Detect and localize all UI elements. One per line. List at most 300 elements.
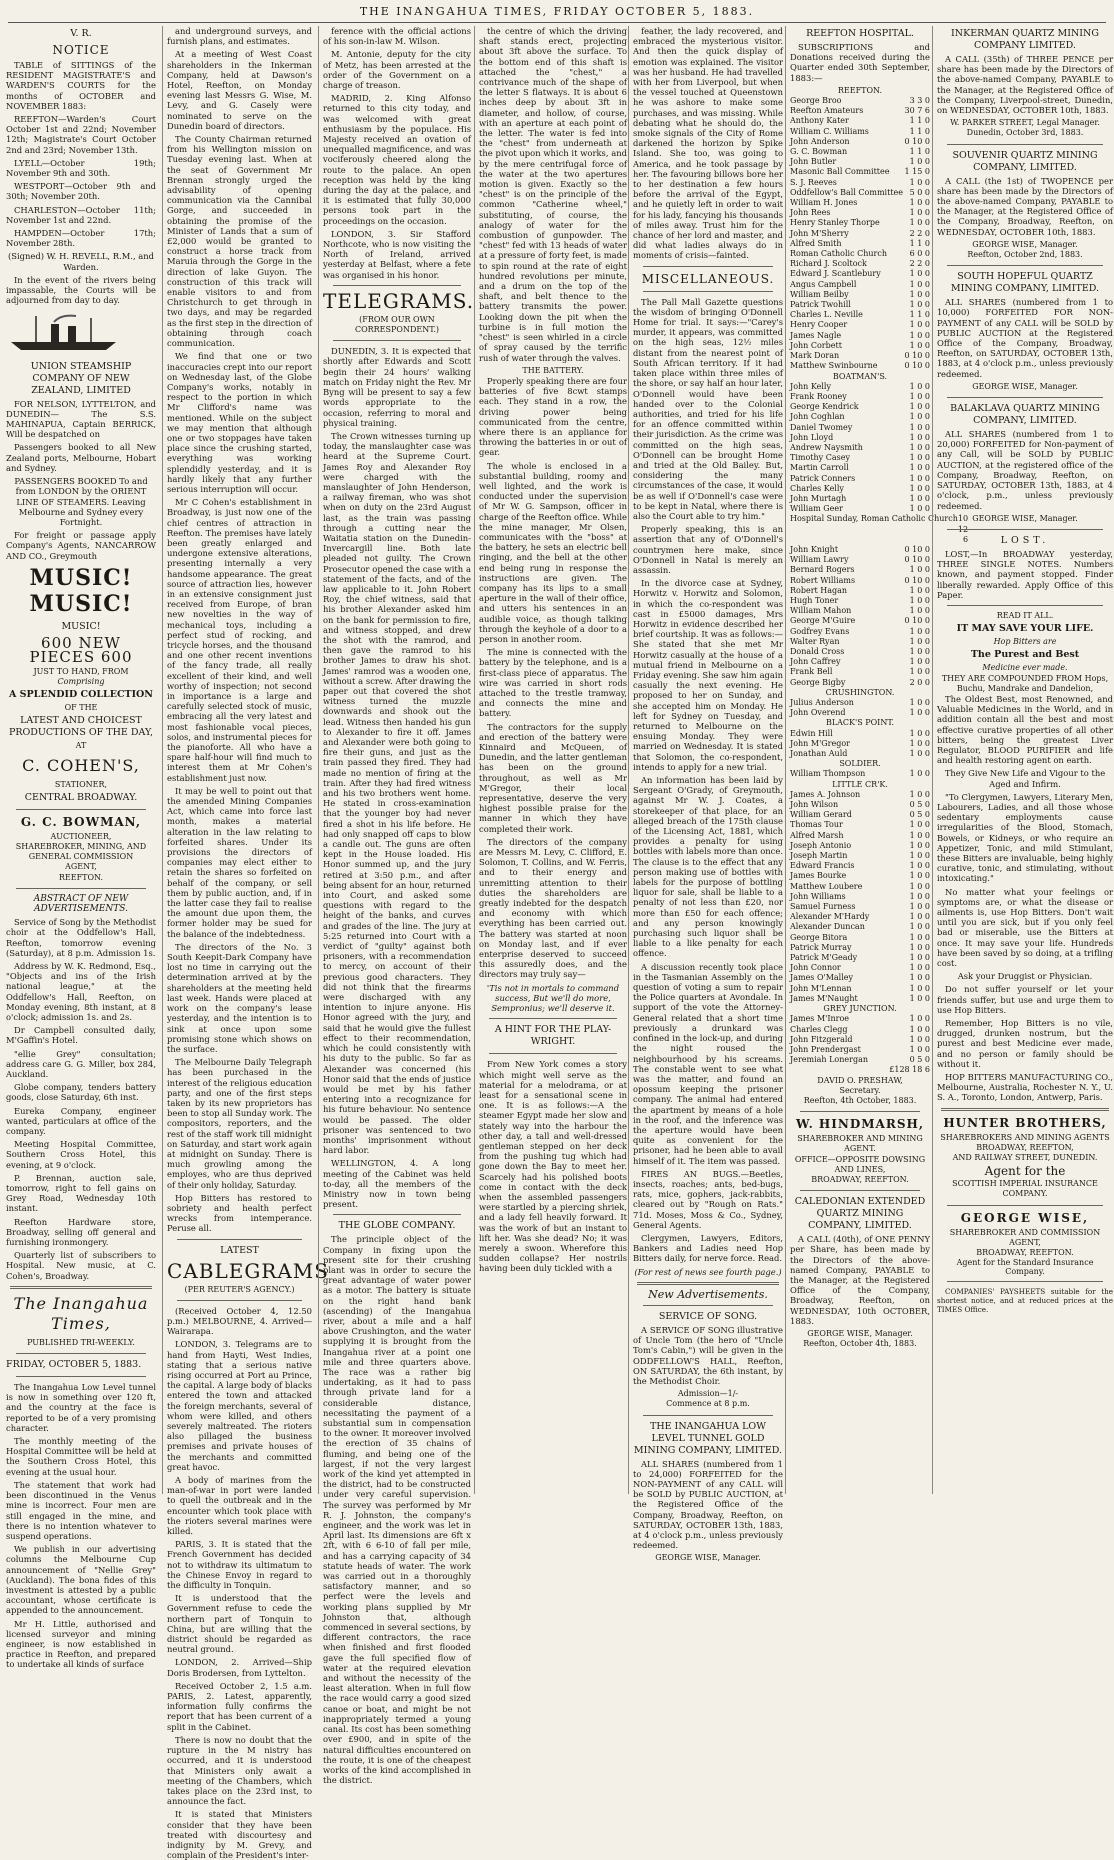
- subscriber-row: [790, 239, 930, 249]
- subscriber-row: [790, 504, 930, 514]
- subscriber-row: [790, 208, 930, 218]
- misc-para: Clergymen, Lawyers, Editors, Bankers and Ladies need Hop Bitters daily, for nerve force. Read.: [633, 1232, 783, 1264]
- hop-para: The Oldest Best, most Renowned, and Valuable Medicines in the World, and in addition contain all the best and most effective curative properties of all other bitters, being the greatest Liver Regulator, BLOOD PURIFIER and life and health restoring agent on earth.: [937, 693, 1113, 766]
- subscriber-amount: 1 0 0: [909, 453, 930, 463]
- george-wise-name: GEORGE WISE,: [960, 1210, 1090, 1225]
- globe-para: The whole is enclosed in a substantial building, roomy and well lighted, and the work is conducted under the supervision of Mr W. G. Sampson, officer in charge of the Reefton office. While the mine manager, Mr Olsen, communicates with the "boss" at the battery, he sets an electric bell ringing, and the bell at the other end being rung in response the instructions are given. The company has its lips to a small aperture in the wall of their office, and utters his sentences in an audible voice, as though talking through the keyhole of a door to a person in another room.: [479, 460, 627, 644]
- divider: [947, 1205, 1103, 1206]
- subscriber-name: John Williams: [790, 891, 846, 901]
- hop-para: HOP BITTERS MANUFACTURING CO., Melbourne, Australia, Rochester N. Y., U. S. A., Toronto, London, Antwerp, Paris.: [937, 1072, 1113, 1103]
- subscriber-amount: 1 0 0: [909, 493, 930, 503]
- subscriber-amount: 1 0 0: [909, 1014, 930, 1024]
- subscriber-row: [790, 861, 930, 871]
- subscriber-amount: 1 0 0: [909, 973, 930, 983]
- divider: [489, 1053, 617, 1054]
- subscriber-row: [790, 943, 930, 953]
- abstract-item: Reefton Hardware store, Broadway, selling off general and furnishing ironmongery.: [6, 1216, 156, 1248]
- subscriber-name: Roman Catholic Church: [790, 249, 887, 259]
- subscriber-amount: 30 7 6: [904, 106, 930, 116]
- subscriber-amount: 1 0 0: [909, 606, 930, 616]
- subscriber-amount: 1 0 0: [909, 300, 930, 310]
- song-text: A SERVICE OF SONG illustrative of Uncle Tom (the hero of "Uncle Tom's Cabin,") will be given in the ODDFELLOW'S HALL, Reefton, ON SATURDAY, the 6th instant, by the Methodist Choir.: [633, 1324, 783, 1386]
- globe-quote: 'Tis not in mortals to command success, But we'll do more, Sempronius; we'll deserve it.: [486, 982, 620, 1014]
- subscriber-amount: 1 0 0: [909, 749, 930, 759]
- subscriber-amount: 1 0 0: [909, 902, 930, 912]
- subscriber-amount: 1 0 0: [909, 626, 930, 636]
- subscriber-name: Timothy Casey: [790, 453, 850, 463]
- subscriber-name: Alfred Marsh: [790, 830, 844, 840]
- subscriber-row: [790, 616, 930, 626]
- subscriber-name: John Murtagh: [790, 493, 847, 503]
- miscellaneous-heading: MISCELLANEOUS.: [641, 271, 775, 286]
- subscriber-amount: 1 0 0: [909, 942, 930, 952]
- bowman-line: GENERAL COMMISSION: [28, 852, 134, 862]
- subscriber-amount: 1 0 0: [909, 391, 930, 401]
- south-hopeful-signature: GEORGE WISE, Manager.: [972, 381, 1078, 391]
- divider: [177, 1300, 302, 1301]
- subscriber-amount: 0 10 0: [904, 361, 930, 371]
- passengers-booked: PASSENGERS BOOKED To and from LONDON by the ORIENT LINE OF STEAMERS. Leaving Melbourne and Sydney every Fortnight.: [14, 476, 148, 527]
- souvenir-heading: SOUVENIR QUARTZ MINING COMPANY, LIMITED.: [952, 149, 1098, 173]
- union-steamship-heading: UNION STEAMSHIP COMPANY OF NEW ZEALAND, LIMITED: [30, 360, 132, 396]
- subscriber-name: Hugh Toner: [790, 595, 839, 605]
- subscriber-row: [790, 259, 930, 269]
- subscriber-name: George Broo: [790, 96, 842, 106]
- news-para: It may be well to point out that the amended Mining Companies Act, which came into force last month, makes a material alteration in the law relating to forfeited shares. Under its provisions the directors of companies may elect either to retain the shares so forfeited on behalf of the company, or sell them by public auction, and, if in the latter case they fail to realise the amount due upon them, the former holder may be sued for the balance of the indebtedness.: [167, 785, 312, 939]
- section-soldier: SOLDIER.: [839, 759, 881, 769]
- new-ads-heading: New Advertisements.: [648, 1287, 768, 1301]
- preshaw-title: Secretary.: [839, 1085, 881, 1095]
- subscriber-amount: 1 0 0: [909, 881, 930, 891]
- subscriber-name: James A. Johnson: [790, 789, 861, 799]
- subscriber-row: [790, 453, 930, 463]
- subscriber-row: [790, 341, 930, 351]
- divider: [947, 529, 1103, 530]
- subscriber-row: [790, 769, 930, 779]
- section-crushington: CRUSHINGTON.: [825, 687, 895, 697]
- subscriber-name: Daniel Twomey: [790, 422, 853, 432]
- subscriber-name: George Bigby: [790, 677, 846, 687]
- subscriber-amount: 1 0 0: [909, 636, 930, 646]
- subscriber-amount: 1 0 0: [909, 177, 930, 187]
- misc-para: In the divorce case at Sydney, Horwitz v. Horwitz and Solomon, in which the co-respondent was cast in £5000 damages, Mrs Horwitz in evidence described her brief courtship. It was as follows:—She stated that she met Mr Horwitz casually at the house of a mutual friend in Melbourne on a Friday evening. She saw him again casually the next evening. He proposed to her on Sunday, and she accepted him on Monday. He left for Sydney on Tuesday, and returned to Melbourne on the ensuing Monday. They were married on Wednesday. It is stated that Solomon, the co-respondent, intends to apply for a new trial.: [633, 578, 783, 772]
- cohen-address: CENTRAL BROADWAY.: [24, 791, 138, 803]
- subscriber-name: Andrew Naysmith: [790, 442, 863, 452]
- subscriber-row: [790, 218, 930, 228]
- cable-item: Received October 2, 1.5 a.m. PARIS, 2. Latest, apparently, information fully confirms the report that has been current of a split in the Cabinet.: [167, 1680, 312, 1732]
- subscriber-row: [790, 973, 930, 983]
- bowman-line: AGENT,: [65, 862, 97, 872]
- subscriber-amount: 3 3 0: [909, 96, 930, 106]
- subscriber-name: William C. Williams: [790, 126, 869, 136]
- sitting-reefton: REEFTON—Warden's Court October 1st and 22nd; November 12th; Magistrate's Court October 2nd and 23rd; November 13th.: [6, 114, 156, 155]
- subscriber-row: [790, 1045, 930, 1055]
- masthead: THE INANGAHUA TIMES, FRIDAY OCTOBER 5, 1883.: [359, 5, 755, 18]
- subscriber-amount: 1 1 0: [909, 147, 930, 157]
- subscriber-row: [790, 1055, 930, 1065]
- hindmarsh-sub: SHAREBROKER AND MINING AGENT.: [797, 1134, 923, 1154]
- subscriber-row: [790, 290, 930, 300]
- subscriber-amount: 1 0 0: [909, 932, 930, 942]
- subscriber-amount: 0 10 0: [904, 351, 930, 361]
- subscriber-name: Charles L. Neville: [790, 310, 863, 320]
- globe-para: The mine is connected with the battery by the telephone, and is a first-class piece of apparatus. The wire was carried in short rods attached to the trestle tramway, and connects the mine and battery.: [479, 647, 627, 719]
- subscriber-row: [790, 708, 930, 718]
- subscriber-name: William Beilby: [790, 289, 849, 299]
- subscriber-row: [790, 596, 930, 606]
- souvenir-signature: GEORGE WISE, Manager.: [972, 239, 1078, 249]
- caledonian-signature: GEORGE WISE, Manager.: [807, 1328, 913, 1338]
- subscriber-name: John Rees: [790, 208, 831, 218]
- caledonian-text: A CALL (40th), of ONE PENNY per Share, has been made by the Directors of the above-named Company, PAYABLE to the Manager, at the Registered Office of the Company, Broadway, Reefton, on WEDNESDAY, 10th OCTOBER, 1883.: [790, 1234, 930, 1326]
- cohen-name: C. COHEN'S,: [22, 755, 140, 775]
- subscriber-row: [790, 412, 930, 422]
- misc-para: An information has been laid by Sergeant O'Grady, of Greymouth, against Mr W. J. Coates, a storekeeper of that place, for an alleged breach of the 175th clause of the Licensing Act, 1881, which provides a penalty for using bottles with labels more than once. The clause is to the effect that any person making use of bottles with labels for the purpose of bottling liquor for sale, shall be liable to a penalty of not less than £20, nor more than £50 for each offence; and any person knowingly purchasing such liquor shall be liable to a like penalty for each offence.: [633, 775, 783, 959]
- cable-item: There is now no doubt that the rupture in the M nistry has occurred, and it is understood that Ministers only await a meeting of the Chambers, which takes place on the 23rd inst, to announce the fact.: [167, 1734, 312, 1807]
- lowlevel-signature: GEORGE WISE, Manager.: [655, 1553, 761, 1563]
- subscriber-name: William H. Jones: [790, 198, 858, 208]
- subscriber-name: Edward J. Scantlebury: [790, 269, 881, 279]
- subscriber-row: [790, 871, 930, 881]
- subscriber-name: Robert Williams: [790, 575, 856, 585]
- subscriber-row: [790, 922, 930, 932]
- subscriber-name: Frank Bell: [790, 667, 833, 677]
- bowman-line: REEFTON.: [58, 872, 104, 882]
- union-steamship-passengers: Passengers booked to all New Zealand ports, Melbourne, Hobart and Sydney.: [6, 442, 156, 473]
- sitting-charleston: CHARLESTON—October 11th; November 1st and 22nd.: [6, 204, 156, 225]
- news-para: The County Chairman returned from his Wellington mission on Tuesday evening last. When at the seat of Government Mr Brennan strongly urged the advisability of opening communication via the Cannibal Gorge, and succeeded in obtaining the promise of the Minister of Lands that a sum of £2,000 would be granted to construct a horse track from Maruia through the Gorge in the direction of lake Guyon. The construction of this track will enable visitors to and from Christchurch to get through in two days, and may be regarded as the first step in the direction of obtaining through coach communication.: [167, 134, 312, 349]
- subscriber-row: [790, 749, 930, 759]
- news-para: At a meeting of West Coast shareholders in the Inkerman Company, held at Dawson's Hotel, Reefton, on Monday evening last Messrs G. Wise, M. Levy, and G. Casely were nominated to serve on the Dunedin board of directors.: [167, 49, 312, 131]
- subscriber-row: [790, 310, 930, 320]
- subscriber-name: Godfrey Evans: [790, 626, 850, 636]
- subscriber-row: [790, 637, 930, 647]
- divider: [947, 397, 1103, 398]
- divider: [643, 1305, 773, 1306]
- subscriber-amount: 1 0 0: [909, 922, 930, 932]
- column-5: [628, 26, 783, 1563]
- latest-productions: LATEST AND CHOICEST PRODUCTIONS OF THE DAY,: [8, 715, 154, 739]
- published-tri-weekly: PUBLISHED TRI-WEEKLY.: [27, 1337, 135, 1347]
- compounded-from: THEY ARE COMPOUNDED FROM Hops, Buchu, Mandrake and Dandelion,: [941, 673, 1109, 693]
- subscriber-amount: 1 0 0: [909, 208, 930, 218]
- subscriber-row: [790, 229, 930, 239]
- hop-para: No matter what your feelings or symptoms are, or what the disease or ailments is, use Hop Bitters. Don't wait until you are sick, but if you only feel bad or miserable, use the Bitters at once. It may save your life. Hundreds have been saved by so doing, at a trifling cost.: [937, 886, 1113, 969]
- subscriber-row: [790, 147, 930, 157]
- subscriber-amount: 1 0 0: [909, 789, 930, 799]
- subscriber-name: S. J. Reeves: [790, 177, 837, 187]
- balaklava-heading: BALAKLAVA QUARTZ MINING COMPANY, LIMITED.: [950, 403, 1100, 427]
- subscriber-amount: 1 0 0: [909, 585, 930, 595]
- subscriber-amount: 5 0 0: [909, 187, 930, 197]
- news-para: Hop Bitters has restored to sobriety and health perfect wrecks from intemperance. Peruse all.: [167, 1192, 312, 1234]
- subscriber-amount: 1 0 0: [909, 442, 930, 452]
- subscriber-amount: 1 0 0: [909, 871, 930, 881]
- subscriber-row: [790, 484, 930, 494]
- subscriber-row: [790, 320, 930, 330]
- subscriber-list-little: [790, 790, 930, 1004]
- abstract-item: Dr Campbell consulted daily, M'Gaffin's Hotel.: [6, 1025, 156, 1046]
- subscriber-amount: 1 0 0: [909, 432, 930, 442]
- subscriber-row: [790, 892, 930, 902]
- editorial-para: The monthly meeting of the Hospital Committee will be held at the Southern Cross Hotel, this evening at the usual hour.: [6, 1436, 156, 1477]
- divider: [16, 1353, 146, 1354]
- subscriber-row: [790, 361, 930, 371]
- subscriber-name: Samuel Furness: [790, 902, 856, 912]
- hop-para: Remember, Hop Bitters is no vile, drugged, drunken nostrum, but the purest and best Medicine ever made, and no person or family should be without it.: [937, 1018, 1113, 1069]
- south-hopeful-text: ALL SHARES (numbered from 1 to 10,000) FORFEITED FOR NON-PAYMENT of any CALL will be SOLD by PUBLIC AUCTION at the Registered Office of the Company, Broadway, Reefton, on SATURDAY, OCTOBER 13th, 1883, at 4 o'clock p.m., unless previously redeemed.: [937, 297, 1113, 379]
- subscriber-row: [790, 280, 930, 290]
- hunter-address: AND RAILWAY STREET, DUNEDIN.: [952, 1153, 1098, 1163]
- subscriber-amount: 1 0 0: [909, 402, 930, 412]
- subscriber-total: [790, 1065, 930, 1075]
- subscriber-row: [790, 167, 930, 177]
- subscriber-row: [790, 810, 930, 820]
- cable-item: PARIS, 3. It is stated that the French Government has decided not to withdraw its ultimatum to the Chinese Envoy in regard to the difficulty in Tonquin.: [167, 1539, 312, 1591]
- subscriber-name: Jonathan Auld: [790, 749, 848, 759]
- subscriber-amount: 1 0 0: [909, 565, 930, 575]
- subscriber-name: Oddfellow's Ball Committee: [790, 187, 903, 197]
- section-little: LITTLE CR'K.: [832, 779, 888, 789]
- purest-heading: The Purest and Best: [970, 649, 1080, 661]
- divider: [333, 285, 461, 286]
- subscriber-row: [790, 300, 930, 310]
- divider: [643, 291, 773, 292]
- abstract-item: "ellie Grey" consultation; address care G. G. Miller, box 284, Auckland.: [6, 1048, 156, 1079]
- cable-item: It is understood that the Government refuse to cede the northern part of Tonquin to China, but are willing that the district should be regarded as neutral ground.: [167, 1593, 312, 1655]
- subscriber-name: Patrick Conners: [790, 473, 856, 483]
- subscriber-row: [790, 1035, 930, 1045]
- subscriber-name: Reefton Amateurs: [790, 106, 864, 116]
- divider: [941, 1108, 1109, 1111]
- george-wise-agent: Agent for the Standard Insurance Company.: [956, 1258, 1094, 1277]
- subscriber-row: [790, 423, 930, 433]
- subscriber-row: [790, 331, 930, 341]
- subscriber-amount: 1 0 0: [909, 993, 930, 1003]
- hindmarsh-name: W. HINDMARSH,: [795, 1117, 925, 1132]
- subscriber-amount: 1 0 0: [909, 708, 930, 718]
- subscriber-name: Patrick Twohill: [790, 300, 851, 310]
- subscriber-name: John M'Sherry: [790, 228, 849, 238]
- news-para: MADRID, 2. King Alfonso returned to this city today, and was welcomed with great enthusiasm by the populace. His Majesty received an ovation of unequalled magnificence, and was vociferously cheered along the route to the palace. An open reception was held by the king during the day at the palace, and it is estimated that fully 30,000 persons took part in the proceedings on the occasion.: [323, 93, 471, 226]
- signed-line: (Signed) W. H. REVELL, R.M., and Warden.: [7, 251, 155, 272]
- subscriber-name: John Overend: [790, 708, 846, 718]
- subscriber-row: [790, 667, 930, 677]
- subscriber-name: Patrick M'Geady: [790, 953, 858, 963]
- section-grey: GREY JUNCTION.: [823, 1004, 897, 1014]
- cable-item: (Received October 4, 12.50 p.m.) MELBOURNE, 4. Arrived—Wairarapa.: [167, 1305, 312, 1337]
- subscriber-name: Walter Ryan: [790, 636, 840, 646]
- company-word: COMPANY.: [1002, 1189, 1048, 1199]
- subscriber-name: Henry Cooper: [790, 320, 848, 330]
- subscriber-name: Patrick Murray: [790, 942, 852, 952]
- news-para: The directors of the No. 3 South Keepit-Dark Company have lost no time in carrying out the determination arrived at by the shareholders at the meeting held last week. Hands were placed at work on the company's lease yesterday, and the intention is to sink at once upon some promising stone which shows on the surface.: [167, 941, 312, 1054]
- subscriber-name: Mark Doran: [790, 351, 840, 361]
- subscriber-name: Robert Hagan: [790, 585, 848, 595]
- subscriber-name: William Mahon: [790, 606, 852, 616]
- own-correspondent: (FROM OUR OWN CORRESPONDENT.): [354, 314, 440, 335]
- subscriber-amount: 1 0 0: [909, 504, 930, 514]
- subscriber-name: John Fitzgerald: [790, 1034, 853, 1044]
- subscriber-name: William Thompson: [790, 769, 866, 779]
- subscriber-amount: 1 0 0: [909, 289, 930, 299]
- sitting-westport: WESTPORT—October 9th and 30th; November 20th.: [6, 181, 156, 202]
- subscriber-list-reefton: [790, 96, 930, 371]
- cable-item: It is stated that Ministers consider that they have been treated with discourtesy and indignity by M. Grevy, and complain of the President's inter-: [167, 1809, 312, 1860]
- subscriber-row: [790, 953, 930, 963]
- globe-para: The contractors for the supply and erection of the battery were Kinnaird and McQueen, of Dunedin, and the latter gentleman has been on the ground throughout, as well as Mr M'Gregor, their local representative, deserve the very highest possible praise for the manner in which they have completed their work.: [479, 721, 627, 834]
- bowman-line: SHAREBROKER, MINING, AND: [15, 841, 147, 851]
- subscriber-name: Henry Stanley Thorpe: [790, 218, 880, 228]
- inkerman-signature: W. PARKER STREET, Legal Manager.: [950, 118, 1100, 128]
- divider: [637, 1282, 779, 1285]
- editorial-para: We publish in our advertising columns the Melbourne Cup announcement of "Nellie Grey" (Auckland). The bona fides of this investment is attested by a public accountant, whose certificate is appended to the announcement.: [6, 1544, 156, 1616]
- globe-para: The directors of the company are Messrs M. Levy, C. Clifford, E. Solomon, T. Collins, and W. Ferris, and to their energy and unremitting attention to their duties the shareholders are greatly indebted for the despatch and economy with which everything has been carried out. The battery was started at noon on Monday last, and if ever enterprise deserved to succeed this assuredly does, and the directors may truly say—: [479, 836, 627, 980]
- subscriber-name: Donald Cross: [790, 646, 845, 656]
- subscriber-name: Julius Anderson: [790, 698, 854, 707]
- subscriber-row: [790, 116, 930, 126]
- subscriber-row: [790, 392, 930, 402]
- abstract-heading: ABSTRACT OF NEW ADVERTISEMENTS.: [33, 893, 129, 914]
- subscriber-name: James Nagle: [790, 330, 842, 340]
- subscriber-row: [790, 127, 930, 137]
- misc-para: A discussion recently took place in the Tasmanian Assembly on the question of voting a sum to repair the Police quarters at Avondale. In support of the vote the Attorney-General related that a short time previously a drunkard was confined in the lock-up, and during the night roused the neighbourhood by his screams. The constable went to see what was the matter, and found an opossum keeping the prisoner company. The animal had entered the apartment by means of a hole in the roof, and the inference was the aperture would have been quite as convenient for the prisoner, had he been able to avail himself of it. The item was passed.: [633, 961, 783, 1166]
- subscriber-name: Charles Clegg: [790, 1024, 848, 1034]
- news-para: Mr C Cohen's establishment in Broadway, is just now one of the chief centres of attraction in Reefton. The premises have lately been greatly enlarged and undergone extensive alterations, presenting internally a very handsome appearance. The great source of attraction lies, however in an extensive consignment just received from Europe, of bran new novelties in the way of mechanical toys, including a perfect stud of rocking, and tricycle horses, and the thousand and one other recent inventions of the fancy trade, all really excellent of their kind, and well worthy of inspection; not second in importance is a large and carefully selected stock of music, embracing all the very latest and most fashionable vocal pieces, solos, and instrumental pieces for the pianoforte. All who have a spare half-hour will find much to interest them at Mr Cohen's establishment just now.: [167, 497, 312, 783]
- read-it-all: READ IT ALL.: [996, 610, 1054, 620]
- abstract-item: Quarterly list of subscribers to Hospital. New music, at C. Cohen's, Broadway.: [6, 1250, 156, 1281]
- subscriber-amount: 1 0 0: [909, 698, 930, 707]
- divider: [489, 1018, 617, 1019]
- subscriber-name: George Kendrick: [790, 402, 859, 412]
- subscriber-name: Martin Carroll: [790, 463, 849, 473]
- latest-heading: LATEST: [220, 1244, 259, 1256]
- divider: [947, 1281, 1103, 1282]
- comprising: Comprising: [57, 676, 105, 686]
- abstract-item: Eureka Company, engineer wanted, particulars at office of the company.: [6, 1105, 156, 1137]
- inkerman-text: A CALL (35th) of THREE PENCE per share has been made by the Directors of the above-named Company, PAYABLE to the Manager, at the Registered Office of the Company, Liverpool-street, Dunedin, on WEDNESDAY, OCTOBER 10th, 1883.: [937, 54, 1113, 116]
- subscriber-amount: 1 0 0: [909, 1044, 930, 1054]
- subscriber-row: [790, 800, 930, 810]
- subscriber-row: [790, 963, 930, 973]
- steamship-icon: [6, 312, 126, 352]
- subscriber-amount: 1 0 0: [909, 595, 930, 605]
- subscriber-name: John Anderson: [790, 136, 850, 146]
- column-2: [162, 26, 329, 1860]
- subscriber-amount: 1 1 0: [909, 116, 930, 126]
- subscriber-row: [790, 790, 930, 800]
- column-1: [6, 26, 156, 1670]
- subscriber-row: [790, 1025, 930, 1035]
- subscriber-row: [790, 269, 930, 279]
- song-admission: Admission—1/-: [677, 1389, 739, 1399]
- subscriber-row: [790, 1014, 930, 1024]
- subscriber-row: [790, 994, 930, 1004]
- of-the: OF THE: [64, 703, 98, 713]
- subscriber-name: William Lawry: [790, 555, 849, 565]
- divider: [947, 144, 1103, 145]
- subscriber-amount: 0 10 0: [904, 544, 930, 554]
- cable-item: LONDON, 2. Arrived—Ship Doris Brodersen, from Lyttelton.: [167, 1657, 312, 1678]
- subscriber-row: [790, 463, 930, 473]
- subscriber-row: [790, 576, 930, 586]
- just-to-hand: JUST TO HAND, FROM: [33, 666, 129, 676]
- divider: [947, 265, 1103, 266]
- subscriber-name: George M'Guire: [790, 616, 856, 626]
- subscriber-amount: 1 0 0: [909, 340, 930, 350]
- news-para: feather, the lady recovered, and embraced the mysterious visitor. And then the quick display of emotion was explained. The visitor was her husband. He had travelled with her from Liverpool, but when the vessel touched at Queenstown he was ashore to make some purchases, and was missing. While debating what he should do, the smoke signals of the City of Rome darkened the horizon by Spike Island. She too, was going to America, and he took passage by her. The favouring billows bore her to her destination a few hours before the arrival of the Egypt, and he quietly left in order to wait for his lady, fancying his thousands of miles away. Trust him for the chance of her lord and master, and did what ladies always do in moments of crisis—fainted.: [633, 26, 783, 261]
- reuter-credit: (PER REUTER'S AGENCY.): [184, 1284, 295, 1294]
- subscriber-amount: 1 0 0: [909, 473, 930, 483]
- hop-are: Hop Bitters are: [993, 637, 1057, 647]
- subscriber-amount: 0 10 0: [904, 616, 930, 626]
- subscriber-amount: 1 0 0: [909, 412, 930, 422]
- flood-note: In the event of the rivers being impassable, the Courts will be adjourned from day to day.: [6, 274, 156, 306]
- subscriber-amount: 1 0 0: [909, 851, 930, 861]
- scottish-imperial: SCOTTISH IMPERIAL INSURANCE: [952, 1179, 1098, 1189]
- subscriber-name: James O'Malley: [790, 973, 854, 983]
- editorial-para: The Inangahua Low Level tunnel is now in something over 120 ft, and the country at the face is reported to be of a very promising character.: [6, 1382, 156, 1433]
- subscriber-row: [790, 137, 930, 147]
- subscriber-row: [790, 565, 930, 575]
- subscriber-name: Thomas Tour: [790, 820, 843, 830]
- sitting-hampden: HAMPDEN—October 17th; November 28th.: [6, 228, 156, 249]
- globe-para: The principle object of the Company in fixing upon the present site for their crushing plant was in order to secure the great advantage of water power as a motor. The battery is situate on the right hand bank (ascending) of the Inangahua river, about a mile and a half above Crushington, and the water supplying it is brought from the Inangahua river at a point one mile and three quarters above. The race was a rather big undertaking, as it had to pass through private land for a considerable distance, necessitating the payment of a substantial sum in compensation to the owner. It moreover involved the erection of 35 chains of fluming, and being one of the largest, if not the very largest work of the kind yet attempted in the district, had to be constructed under very careful supervision. The survey was performed by Mr R. J. Johnston, the company's engineer, and the work was let in April last. Its dimensions are 6ft x 2ft, with 6 6-10 of fall per mile, and has a carrying capacity of 34 statute heads of water. The work was carried out in a thoroughly satisfactory manner, and so perfect were the levels and working plans supplied by Mr Johnston that, although commenced in several sections, by different contractors, the race when finished and first flooded gave the full specified flow of water at the required elevation and without the necessity of the least alteration. When in full flow the race would carry a good sized canoe or boat, and might be not inappropriately termed a young canal. Its cost has been something over £900, and in spite of the natural difficulties encountered on the route, it is one of the cheapest works of the kind accomplished in the district.: [323, 1234, 471, 1786]
- subscriber-name: Alfred Smith: [790, 238, 842, 248]
- paper-nameplate: The Inangahua Times,: [13, 1293, 149, 1333]
- subscriber-name: Joseph Martin: [790, 851, 848, 861]
- subscriber-list-crushington: [790, 698, 930, 718]
- subscriber-row: [790, 178, 930, 188]
- inkerman-heading: INKERMAN QUARTZ MINING COMPANY LIMITED.: [951, 28, 1099, 51]
- subscriber-row: [790, 555, 930, 565]
- hindmarsh-office: OFFICE—OPPOSITE DOWSING AND LINES,: [794, 1154, 926, 1174]
- caledonian-date: Reefton, October 4th, 1883.: [803, 1339, 917, 1349]
- subscriber-row: [790, 657, 930, 667]
- subscriber-row: [790, 841, 930, 851]
- subscriber-amount: 1 0 0: [909, 1024, 930, 1034]
- globe-para: the centre of which the driving shaft stands erect, projecting about 3ft above the surface. To the bottom end of this shaft is attached the "chest," a contrivance much of the shape of the letter S flatways. It is about 6 inches deep by about 3ft in diameter, and hollow, of course, with an aperture at each point of the letter. The water is fed into the "chest" from underneath at the pivot upon which it works, and by the mere centrifugal force of the water at the two apertures motion is given. Exactly so the "chest" is on the principle of the common "Catherine wheel," substituting, of course, the analogy of water for the combustion of gunpowder. The "chest" fed with 13 heads of water at a pressure of forty feet, is made to spin round at the rate of eight hundred revolutions per minute, and a drum on the top of the shaft, and belt thence to the battery transmits the power. Looking down the pit when the turbine is in full motion the "chest" is seen whirled in a circle of spray caused by the terrific rush of water through the valves.: [479, 26, 627, 363]
- date-line: FRIDAY, OCTOBER 5, 1883.: [6, 1359, 142, 1371]
- subscriber-row: [790, 739, 930, 749]
- at-word: AT: [75, 741, 87, 751]
- subscriber-row: [790, 678, 930, 688]
- subscriber-amount: 1 0 0: [909, 198, 930, 208]
- hint-text: From New York comes a story which might well serve as the material for a melodrama, or at least for a sensational scene in one. It is as follows:—A the steamer Egypt made her slow and stately way into the harbour the other day, a tall and well-dressed gentleman stepped on her deck from the pushing tug which had gone down the Bay to meet her. Scarcely had his polished boots come in contact with the deck when the assembled passengers were startled by a piercing shriek, and a lady fell heavily forward. It was the work of but an instant to lift her. Was she dead? No; it was merely a swoon. Wherefore this sudden collapse? Her nostrils having been duly tickled with a: [479, 1059, 627, 1274]
- notice-text: TABLE of SITTINGS of the RESIDENT MAGISTRATE'S and WARDEN'S COURTS for the months of OCTOBER and NOVEMBER 1883:: [6, 60, 156, 111]
- subscriber-amount: 1 0 0: [909, 279, 930, 289]
- subscriber-row: [790, 851, 930, 861]
- subscriber-amount: 1 0 0: [909, 891, 930, 901]
- subscriber-amount: 2 0 0: [909, 677, 930, 687]
- subscriber-row: [790, 443, 930, 453]
- subscriber-name: Bernard Rogers: [790, 565, 855, 575]
- subscriber-amount: 1 1 0: [909, 238, 930, 248]
- subscriber-name: Charles Kelly: [790, 483, 844, 493]
- cohen-stationer: STATIONER,: [54, 779, 108, 789]
- editorial-para: The statement that work had been discontinued in the Venus mine is incorrect. Four men are still engaged in the mine, and there is no intention whatever to suspend operations.: [6, 1479, 156, 1541]
- caledonian-heading: CALEDONIAN EXTENDED QUARTZ MINING COMPANY, LIMITED.: [794, 1196, 926, 1232]
- splendid-collection: A SPLENDID COLLECTION: [9, 689, 153, 701]
- globe-para: Properly speaking there are four batteries of five 8cwt stamps each. They stand in a row, the driving power being communicated from the centre, where there is an appliance for throwing the batteries in or out of gear.: [479, 375, 627, 458]
- subscriber-row: [790, 382, 930, 392]
- subscriber-amount: 1 0 0: [909, 830, 930, 840]
- hospital-text: SUBSCRIPTIONS and Donations received during the Quarter ended 30th September, 1883:—: [790, 42, 930, 83]
- subscriber-name: John Prendergast: [790, 1044, 861, 1054]
- bowman-line: AUCTIONEER,: [50, 831, 112, 841]
- south-hopeful-heading: SOUTH HOPEFUL QUARTZ MINING COMPANY, LIMITED.: [950, 271, 1100, 295]
- subscriber-list-soldier: [790, 769, 930, 779]
